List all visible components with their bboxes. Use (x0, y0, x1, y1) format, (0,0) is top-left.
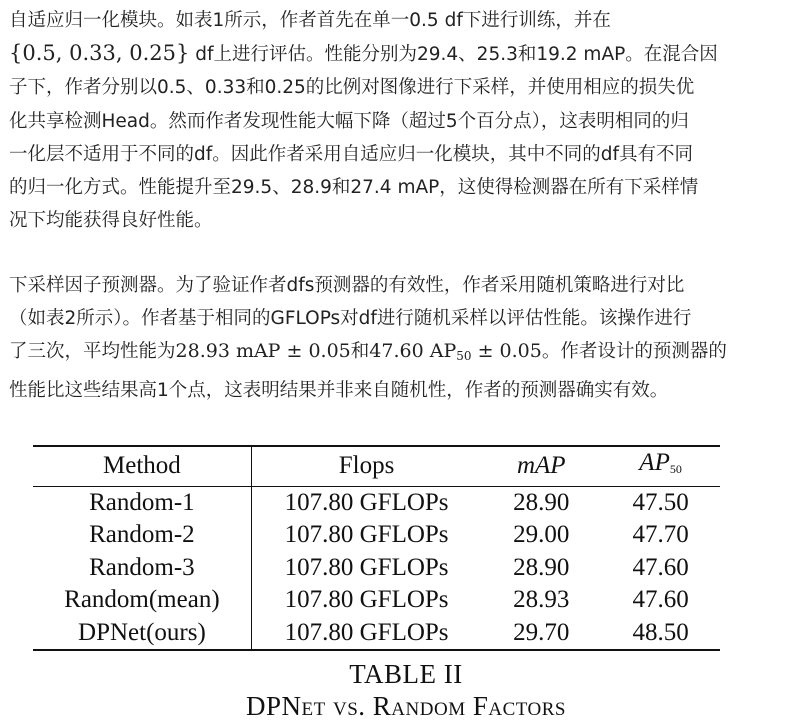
cell-method: Random-1 (33, 486, 251, 519)
table-caption-title: TABLE II (349, 659, 463, 689)
math-map-result: 28.93 mAP ± 0.05 (175, 340, 351, 363)
header-ap-text: AP (639, 449, 670, 476)
text-line: 性能比这些结果高1个点，这表明结果并非来自随机性，作者的预测器确实有效。 (9, 379, 669, 401)
math-ap50-result (369, 340, 542, 362)
cell-ap50: 47.60 (632, 586, 689, 613)
cell-flops: 107.80 GFLOPs (284, 553, 449, 581)
cell-ap50: 47.50 (632, 488, 689, 516)
math-factor-set: {0.5, 0.33, 0.25} (9, 41, 190, 66)
cell-method: Random-3 (33, 552, 251, 585)
header-ap50 (601, 446, 720, 486)
paragraph-adaptive-normalization (9, 4, 805, 237)
cell-map: 29.00 (513, 521, 570, 548)
text-line: 自适应归一化模块。如表1所示，作者首先在单一0.5 df下进行训练，并在 (9, 10, 611, 31)
table-row (33, 519, 720, 552)
table-header-row (33, 446, 720, 486)
text-line: 的归一化方式。性能提升至29.5、28.9和27.4 mAP，这使得检测器在所有下采样情 (9, 177, 699, 199)
text-line: 化共享检测Head。然而作者发现性能大幅下降（超过5个百分点），这表明相同的归 (9, 110, 689, 132)
cell-method: DPNet(ours) (33, 617, 251, 651)
cell-flops: 107.80 GFLOPs (284, 618, 449, 646)
cell-method: Random-2 (33, 519, 251, 552)
math-ap-text: 47.60 AP (369, 340, 457, 363)
text-line (9, 335, 805, 373)
cell-flops: 107.80 GFLOPs (284, 521, 449, 548)
header-method: Method (33, 446, 251, 486)
text-line: 一化层不适用于不同的df。因此作者采用自适应归一化模块，其中不同的df具有不同 (9, 143, 694, 165)
text-line: 子下，作者分别以0.5、0.33和0.25的比例对图像进行下采样，并使用相应的损失优 (9, 77, 695, 99)
header-map: mAP (516, 452, 566, 479)
cell-ap50: 47.60 (632, 553, 689, 581)
table-row (33, 584, 720, 617)
cell-ap50: 47.70 (632, 521, 689, 548)
cell-method: Random(mean) (33, 584, 251, 617)
table-row (33, 552, 720, 585)
text-segment: df上进行评估。性能分别为29.4、25.3和19.2 mAP。在混合因 (189, 44, 718, 66)
header-ap-subscript: 50 (669, 462, 682, 476)
header-flops: Flops (338, 452, 395, 479)
text-segment: 和 (350, 341, 370, 363)
text-segment: 。作者设计的预测器的 (541, 341, 727, 363)
cell-flops: 107.80 GFLOPs (284, 488, 449, 516)
table-row (33, 486, 720, 519)
text-line: 况下均能获得良好性能。 (9, 210, 213, 232)
cell-ap50: 48.50 (632, 618, 689, 646)
text-line: （如表2所示）。作者基于相同的GFLOPs对df进行随机采样以评估性能。该操作进行 (9, 308, 692, 330)
math-ap-tolerance: ± 0.05 (471, 340, 542, 363)
results-table (33, 445, 720, 651)
cell-map: 28.90 (513, 553, 570, 581)
cell-map: 28.90 (513, 488, 570, 516)
text-line (9, 37, 805, 71)
cell-flops: 107.80 GFLOPs (284, 586, 449, 613)
text-segment: 了三次，平均性能为 (9, 341, 176, 363)
paragraph-factor-predictor (9, 269, 805, 407)
cell-map: 28.93 (513, 586, 570, 613)
math-ap-subscript: 50 (456, 349, 472, 364)
table-row (33, 617, 720, 651)
text-line: 下采样因子预测器。为了验证作者dfs预测器的有效性，作者采用随机策略进行对比 (9, 275, 685, 296)
cell-map: 29.70 (513, 618, 570, 646)
table-caption-subtitle: DPNet vs. Random Factors (246, 691, 566, 721)
